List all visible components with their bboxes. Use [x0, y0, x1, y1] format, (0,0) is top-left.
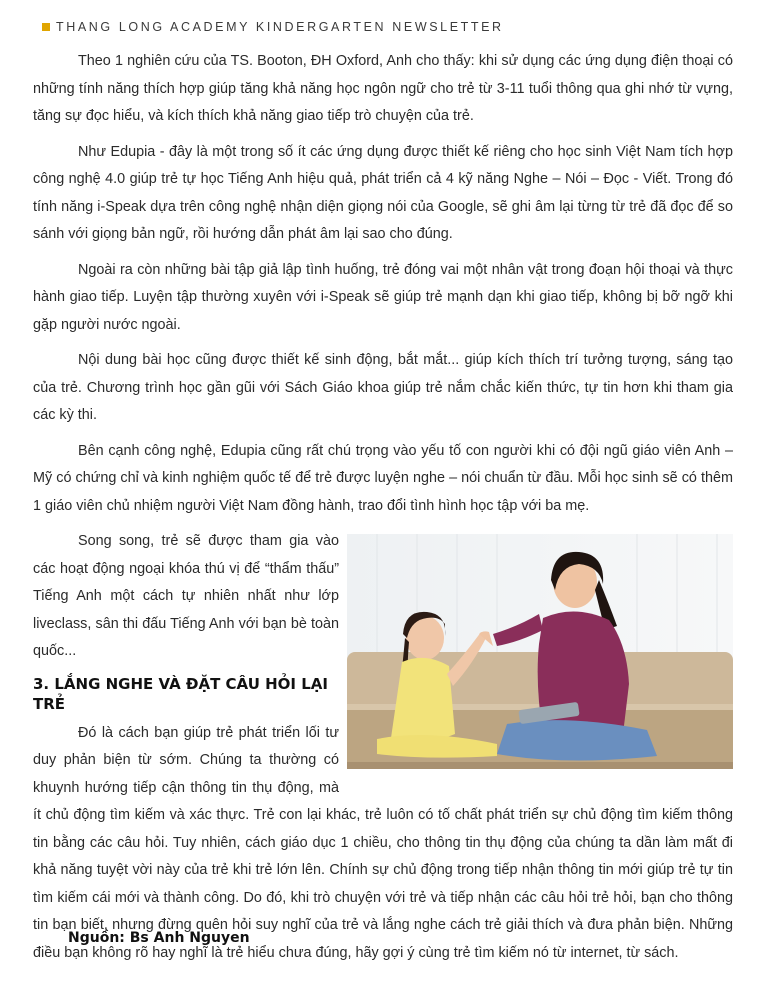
paragraph-extracurricular: Song song, trẻ sẽ được tham gia vào các hoạt động ngoại khóa thú vị để “thẩm thấu” Tiếng Anh một cách tự nhiên nhất như lớp liveclass, sân thi đấu Tiếng Anh với bạn bè toàn quốc...: [33, 533, 339, 659]
paragraph-listen-and-ask: Đó là cách bạn giúp trẻ phát triển lối tư duy phản biện từ sớm. Chúng ta thường có khuynh hướng tiếp cận thông tin thụ động, mà ít chủ động tìm kiếm và xác thực. Trẻ con lại khác, trẻ luôn có tố chất phát triển sự chủ động tìm kiếm thông tin bằng các câu hỏi. Tuy nhiên, cách giáo dục 1 chiều, cho thông tin thụ động của chúng ta dần làm mất đi khả năng tuyệt vời này của trẻ khi trẻ lớn lên. Chính sự chủ động trong tiếp nhận thông tin mới giúp trẻ tự tin tìm kiếm cái mới và thành công. Do đó, khi trò chuyện với trẻ và tiếp nhận các câu hỏi trẻ hỏi, bạn cho thông tin bạn biết, nhưng đừng quên hỏi suy nghĩ của trẻ và lắng nghe cách trẻ giải thích và đưa phản biện. Những điều bạn không rõ hay nghĩ là trẻ hiểu chưa đúng, hãy gợi ý cùng trẻ tìm kiếm nó từ internet, từ sách.: [33, 724, 733, 961]
photo-illustration: [347, 534, 733, 769]
header-square-icon: [42, 23, 50, 31]
paragraph-teachers: [33, 438, 733, 521]
source-credit: Nguồn: Bs Anh Nguyen: [68, 930, 250, 946]
paragraph-lesson-content: Nội dung bài học cũng được thiết kế sinh động, bắt mắt... giúp kích thích trí tưởng tượng, sáng tạo của trẻ. Chương trình học gần gũi với Sách Giáo khoa giúp trẻ nắm chắc kiến thức, tự tin hơn khi tham gia các kỳ thi.: [33, 352, 733, 423]
paragraph-ispeak: Ngoài ra còn những bài tập giả lập tình huống, trẻ đóng vai một nhân vật trong đoạn hội thoại và thực hành giao tiếp. Luyện tập thường xuyên với i-Speak sẽ giúp trẻ mạnh dạn khi giao tiếp, không bị bỡ ngỡ khi gặp người nước ngoài.: [33, 261, 733, 333]
newsletter-header: [42, 20, 504, 34]
paragraph-research: Theo 1 nghiên cứu của TS. Booton, ĐH Oxford, Anh cho thấy: khi sử dụng các ứng dụng điện thoại có những tính năng thích hợp giúp tăng khả năng học ngôn ngữ cho trẻ từ 3-11 tuổi thông qua ghi nhớ từ vựng, tăng sự đọc hiểu, và kích thích khả năng giao tiếp trò chuyện của trẻ.: [33, 53, 733, 124]
article-body: [33, 48, 733, 975]
paragraph-edupia: Như Edupia - đây là một trong số ít các ứng dụng được thiết kế riêng cho học sinh Việt Nam tích hợp công nghệ 4.0 giúp trẻ tự học Tiếng Anh hiệu quả, phát triển cả 4 kỹ năng Nghe – Nói – Đọc - Viết. Trong đó tính năng i-Speak dựa trên công nghệ nhận diện giọng nói của Google, sẽ ghi âm lại từng từ trẻ đã đọc để so sánh với giọng bản ngữ, rồi hướng dẫn phát âm lại sao cho đúng.: [33, 143, 733, 242]
section-heading: 3. LẮNG NGHE VÀ ĐẶT CÂU HỎI LẠI TRẺ: [33, 674, 328, 713]
mother-daughter-photo: [347, 534, 733, 769]
newsletter-title: THANG LONG ACADEMY KINDERGARTEN NEWSLETTER: [56, 20, 504, 34]
paragraph-teachers-text: Bên cạnh công nghệ, Edupia cũng rất chú trọng vào yếu tố con người khi có đội ngũ giáo viên Anh – Mỹ có chứng chỉ và kinh nghiệm quốc tế để trẻ được luyện nghe – nói chuẩn từ đầu. Mỗi học sinh sẽ có thêm 1 giáo viên chủ nhiệm người Việt Nam đồng hành, trao đổi tình hình học tập với ba mẹ.: [33, 442, 733, 514]
